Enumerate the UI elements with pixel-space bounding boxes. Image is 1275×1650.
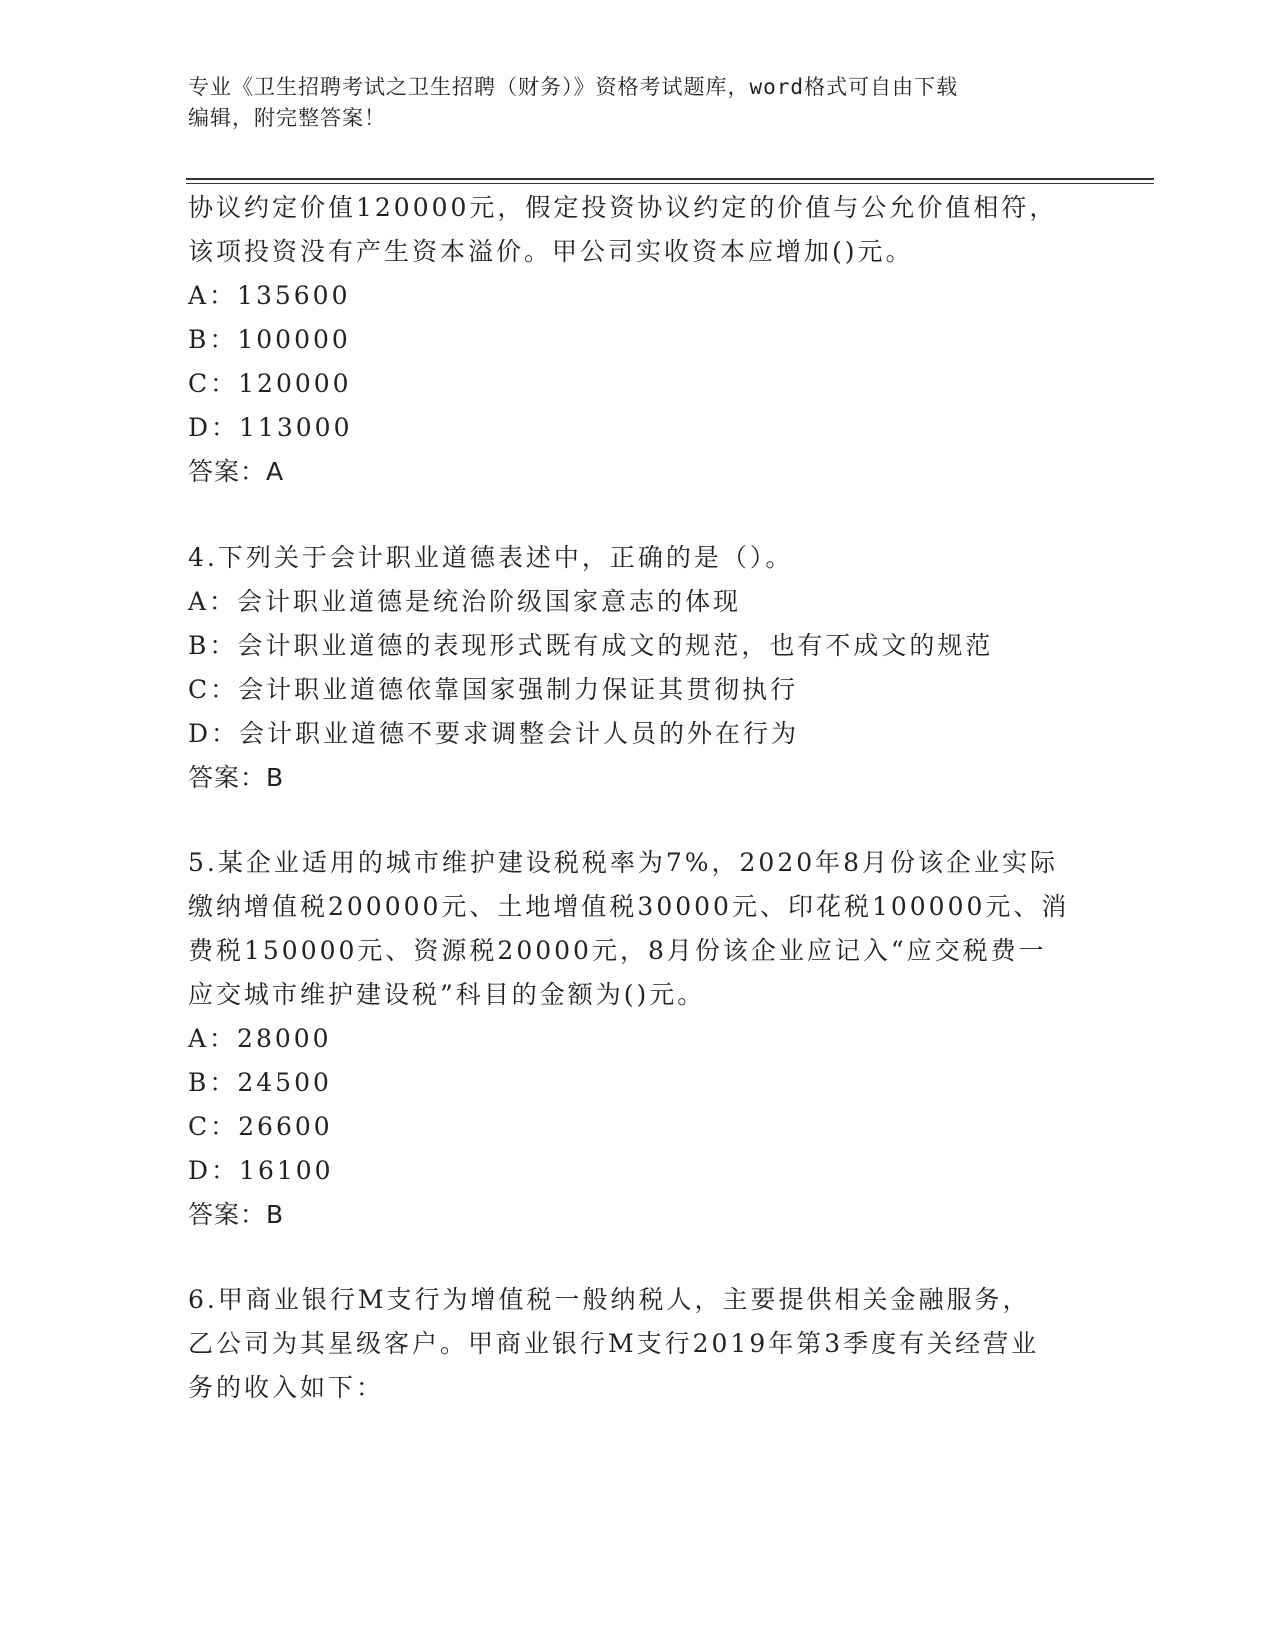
header-divider-thin <box>186 183 1154 184</box>
q3-stem-line-2: 该项投资没有产生资本溢价。甲公司实收资本应增加()元。 <box>188 237 914 266</box>
q4-option-b: B：会计职业道德的表现形式既有成文的规范，也有不成文的规范 <box>188 631 994 660</box>
q5-stem-line-3: 费税150000元、资源税20000元，8月份该企业应记入“应交税费一 <box>188 936 1047 965</box>
header-line-1: 专业《卫生招聘考试之卫生招聘（财务）》资格考试题库，word格式可自由下载 <box>188 75 959 99</box>
q3-option-c: C：120000 <box>188 369 352 398</box>
q5-option-c: C：26600 <box>188 1112 333 1141</box>
q4-option-d: D：会计职业道德不要求调整会计人员的外在行为 <box>188 719 800 748</box>
q5-stem-line-4: 应交城市维护建设税”科目的金额为()元。 <box>188 980 706 1009</box>
q3-stem-line-1: 协议约定价值120000元，假定投资协议约定的价值与公允价值相符， <box>188 193 1058 222</box>
q3-option-d: D：113000 <box>188 413 353 442</box>
q6-stem-line-3: 务的收入如下： <box>188 1373 385 1402</box>
q5-stem-line-1: 5.某企业适用的城市维护建设税税率为7%，2020年8月份该企业实际 <box>188 848 1059 877</box>
q3-option-b: B：100000 <box>188 325 351 354</box>
q3-option-a: A：135600 <box>188 281 351 310</box>
q5-stem-line-2: 缴纳增值税200000元、土地增值税30000元、印花税100000元、消 <box>188 892 1070 921</box>
q4-option-c: C：会计职业道德依靠国家强制力保证其贯彻执行 <box>188 675 799 704</box>
q6-stem-line-1: 6.甲商业银行M支行为增值税一般纳税人，主要提供相关金融服务， <box>188 1285 1031 1314</box>
q6-stem-line-2: 乙公司为其星级客户。甲商业银行M支行2019年第3季度有关经营业 <box>188 1329 1040 1358</box>
q4-stem-line-1: 4.下列关于会计职业道德表述中，正确的是（）。 <box>188 543 794 572</box>
document-header <box>188 72 1088 134</box>
q5-option-d: D：16100 <box>188 1156 334 1185</box>
q4-option-a: A：会计职业道德是统治阶级国家意志的体现 <box>188 587 742 616</box>
q4-answer: 答案：B <box>188 763 285 792</box>
header-line-2: 编辑，附完整答案！ <box>188 106 386 130</box>
q5-answer: 答案：B <box>188 1200 285 1229</box>
header-divider-thick <box>186 178 1154 180</box>
q5-option-b: B：24500 <box>188 1068 332 1097</box>
q5-option-a: A：28000 <box>188 1024 332 1053</box>
q3-answer: 答案：A <box>188 457 285 486</box>
